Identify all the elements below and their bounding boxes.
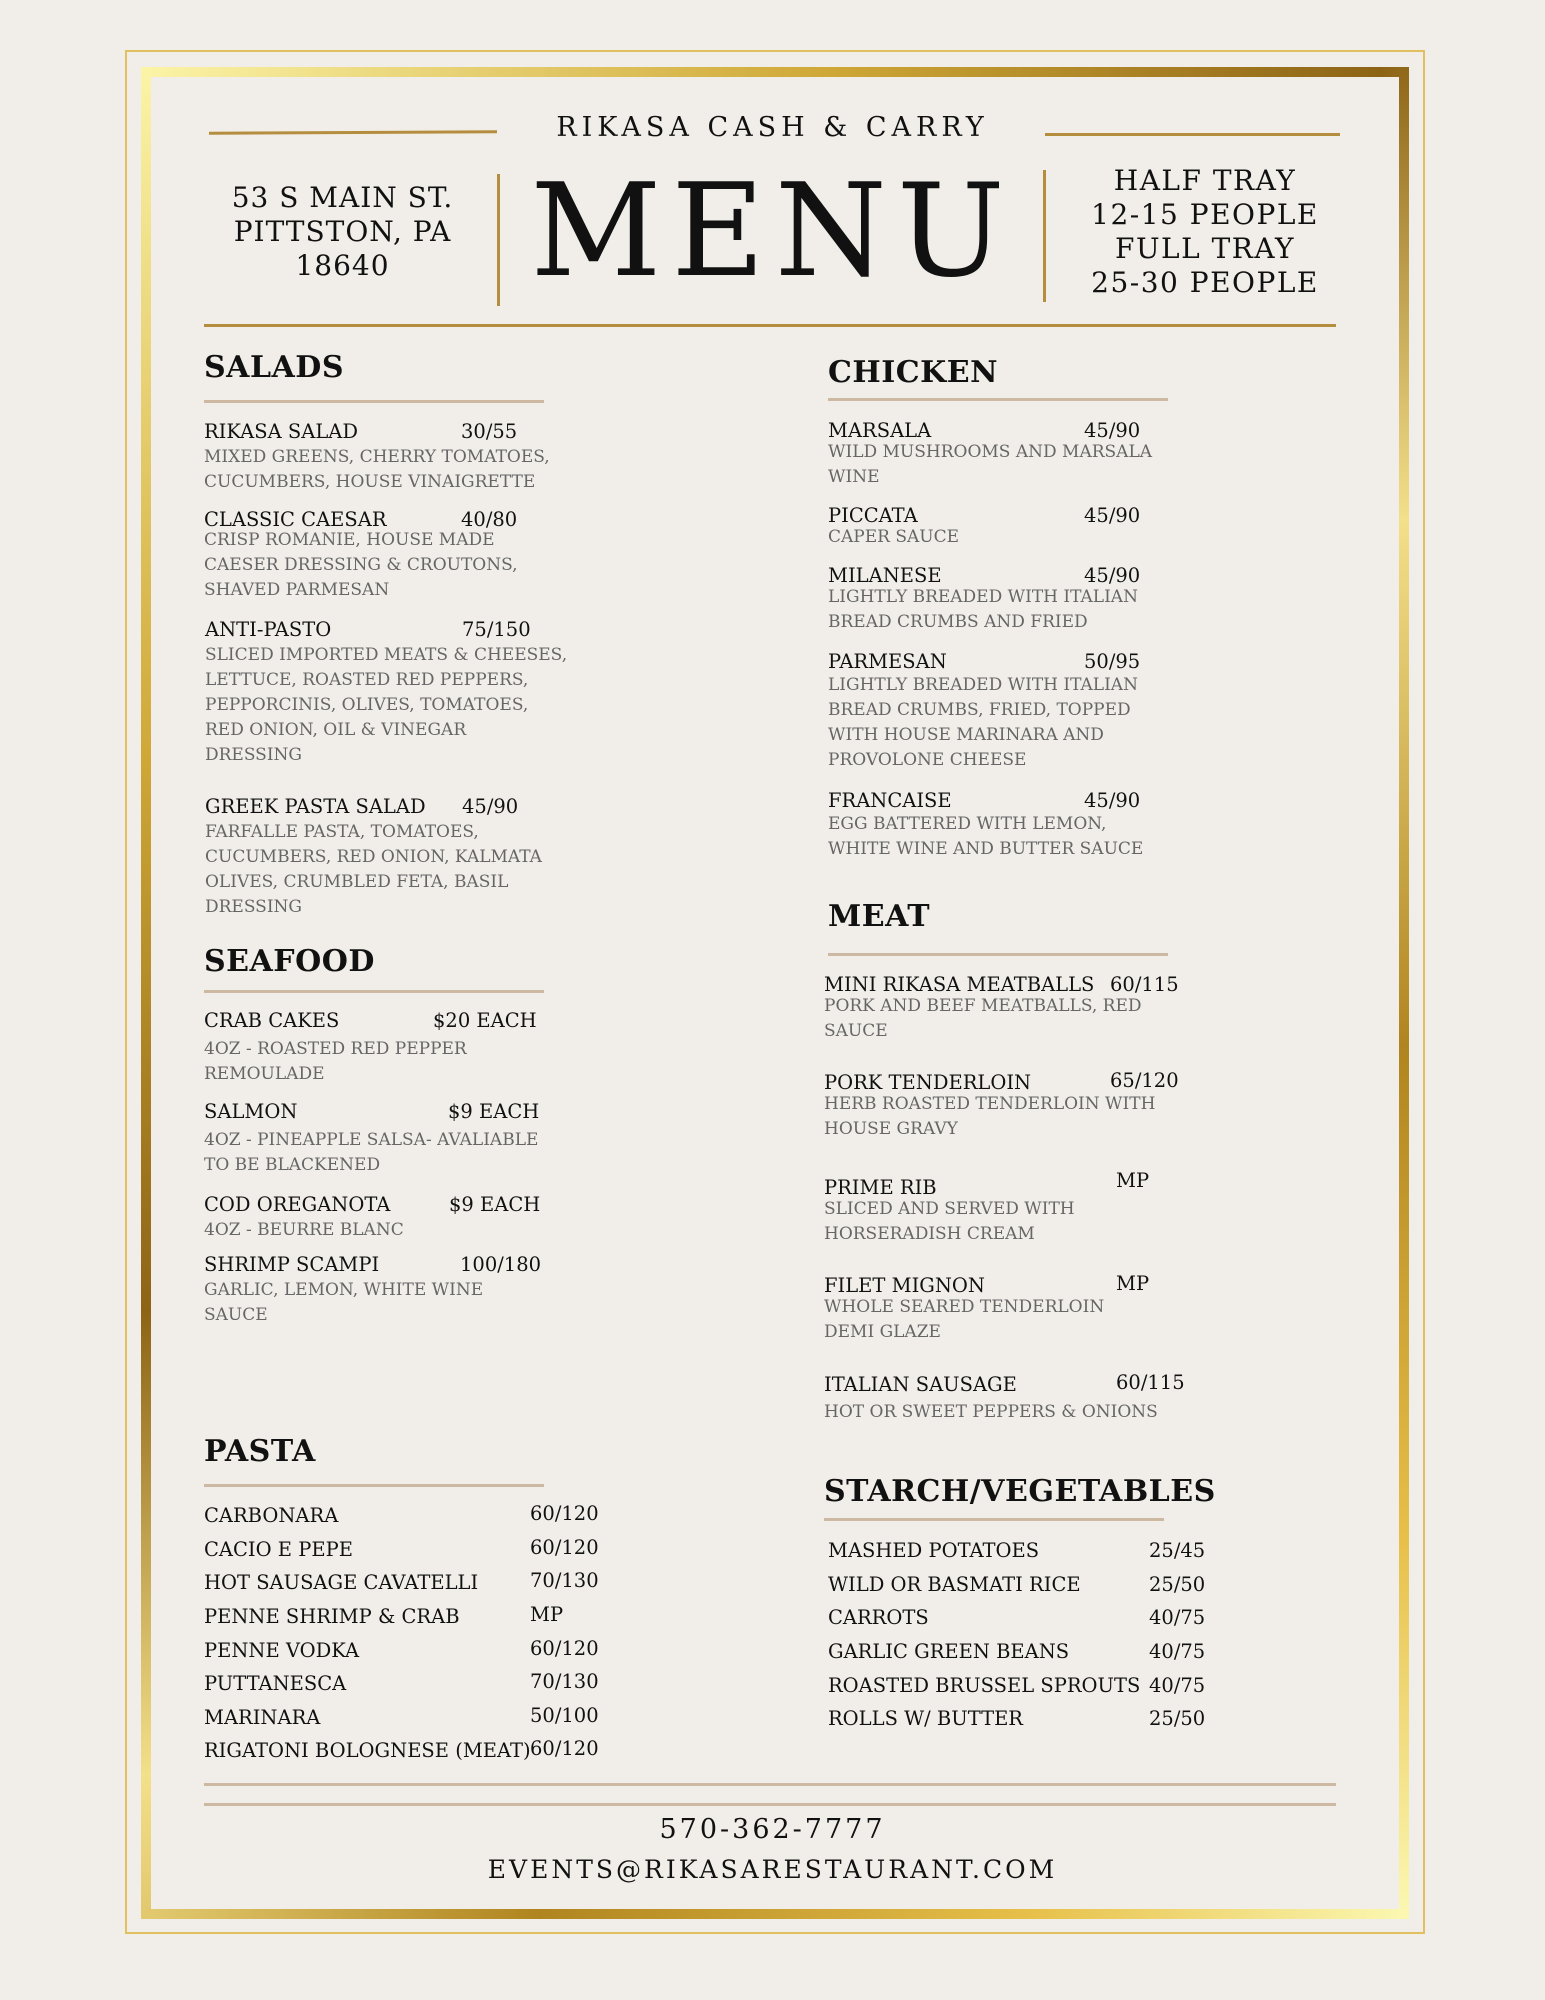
footer-rule-top	[204, 1783, 1336, 1786]
item-description: LIGHTLY BREADED WITH ITALIAN BREAD CRUMBS, FRIED, TOPPED WITH HOUSE MARINARA AND PROVOLONE CHEESE	[828, 675, 1138, 770]
pasta-item-price: 70/130	[530, 1569, 599, 1592]
menu-item	[828, 419, 1258, 490]
pasta-item-price: 70/130	[530, 1670, 599, 1693]
item-description: GARLIC, LEMON, WHITE WINE SAUCE	[204, 1280, 484, 1325]
starch-title: STARCH/VEGETABLES	[824, 1474, 1216, 1509]
item-name: CLASSIC CAESAR	[204, 508, 387, 531]
item-name: MARSALA	[828, 419, 932, 442]
footer-rule-bottom	[204, 1803, 1336, 1806]
item-name: FILET MIGNON	[824, 1274, 985, 1297]
header-rule-right	[1045, 133, 1340, 136]
item-description: PORK AND BEEF MEATBALLS, RED SAUCE	[824, 996, 1142, 1041]
tray-line: HALF TRAY	[1113, 164, 1297, 197]
menu-item	[204, 1100, 634, 1178]
item-name: SHRIMP SCAMPI	[204, 1253, 380, 1276]
pasta-item-name: PUTTANESCA	[204, 1672, 347, 1695]
menu-item	[205, 795, 635, 920]
item-price: 60/115	[1116, 1371, 1185, 1394]
menu-item	[824, 1274, 1254, 1345]
chicken-rule	[828, 398, 1168, 401]
item-name: PICCATA	[828, 504, 918, 527]
item-description: HOT OR SWEET PEPPERS & ONIONS	[824, 1402, 1158, 1422]
item-price: 45/90	[462, 795, 519, 818]
pasta-item-name: PENNE SHRIMP & CRAB	[204, 1605, 460, 1628]
menu-item	[824, 973, 1254, 1044]
address	[200, 181, 485, 283]
starch-item-name: WILD OR BASMATI RICE	[828, 1573, 1081, 1596]
item-price: 45/90	[1084, 564, 1141, 587]
item-description: FARFALLE PASTA, TOMATOES, CUCUMBERS, RED ONION, KALMATA OLIVES, CRUMBLED FETA, BASIL DRESSING	[205, 822, 542, 917]
menu-item	[204, 1193, 634, 1243]
item-name: SALMON	[204, 1100, 298, 1123]
starch-item-price: 25/50	[1149, 1707, 1206, 1730]
pasta-item-price: 60/120	[530, 1737, 599, 1760]
item-name: MINI RIKASA MEATBALLS	[824, 973, 1095, 996]
starch-item-price: 25/45	[1149, 1539, 1206, 1562]
seafood-title: SEAFOOD	[204, 944, 375, 979]
header-bottom-rule	[204, 324, 1336, 327]
business-name: RIKASA CASH & CARRY	[556, 112, 989, 143]
pasta-item-name: MARINARA	[204, 1706, 321, 1729]
item-description: 4OZ - ROASTED RED PEPPER REMOULADE	[204, 1039, 467, 1084]
menu-item	[824, 1071, 1254, 1142]
phone-number: 570-362-7777	[659, 1814, 886, 1845]
item-name: ITALIAN SAUSAGE	[824, 1373, 1017, 1396]
menu-item	[205, 618, 635, 768]
header-divider-left	[497, 174, 500, 306]
starch-item-name: MASHED POTATOES	[828, 1539, 1040, 1562]
pasta-item-name: CARBONARA	[204, 1504, 339, 1527]
starch-item-name: GARLIC GREEN BEANS	[828, 1640, 1070, 1663]
pasta-item-price: 60/120	[530, 1637, 599, 1660]
pasta-rule	[204, 1484, 544, 1487]
item-description: CAPER SAUCE	[828, 527, 960, 547]
item-price: $9 EACH	[448, 1100, 540, 1123]
starch-item-name: ROASTED BRUSSEL SPROUTS	[828, 1674, 1141, 1697]
item-name: GREEK PASTA SALAD	[205, 795, 426, 818]
menu-item	[204, 1253, 634, 1328]
starch-item-price: 25/50	[1149, 1573, 1206, 1596]
item-price: 40/80	[461, 508, 518, 531]
starch-item-price: 40/75	[1149, 1606, 1206, 1629]
meat-title: MEAT	[828, 899, 931, 934]
item-price: $20 EACH	[433, 1009, 537, 1032]
pasta-item-price: 60/120	[530, 1536, 599, 1559]
item-description: 4OZ - PINEAPPLE SALSA- AVALIABLE TO BE BLACKENED	[204, 1130, 539, 1175]
address-line: PITTSTON, PA	[233, 215, 452, 248]
menu-title: MENU	[530, 157, 1015, 306]
item-description: WHOLE SEARED TENDERLOIN DEMI GLAZE	[824, 1297, 1105, 1342]
pasta-item-price: 60/120	[530, 1502, 599, 1525]
menu-item	[204, 508, 634, 603]
item-description: WILD MUSHROOMS AND MARSALA WINE	[828, 442, 1153, 487]
item-price: 65/120	[1110, 1069, 1179, 1092]
tray-line: 25-30 PEOPLE	[1091, 266, 1319, 299]
item-description: CRISP ROMANIE, HOUSE MADE CAESER DRESSING & CROUTONS, SHAVED PARMESAN	[204, 530, 518, 600]
starch-item-name: ROLLS W/ BUTTER	[828, 1707, 1023, 1730]
item-price: 45/90	[1084, 419, 1141, 442]
item-description: 4OZ - BEURRE BLANC	[204, 1220, 404, 1240]
address-line: 18640	[295, 249, 390, 282]
item-name: CRAB CAKES	[204, 1009, 340, 1032]
pasta-item-price: MP	[530, 1603, 564, 1626]
item-name: FRANCAISE	[828, 789, 952, 812]
tray-line: FULL TRAY	[1115, 232, 1295, 265]
pasta-item-name: PENNE VODKA	[204, 1639, 360, 1662]
item-price: $9 EACH	[449, 1193, 541, 1216]
item-name: PARMESAN	[828, 650, 947, 673]
starch-rule	[824, 1518, 1164, 1521]
menu-item	[824, 1169, 1254, 1247]
item-price: 60/115	[1110, 973, 1179, 996]
email-address: EVENTS@RIKASARESTAURANT.COM	[487, 1855, 1058, 1884]
item-price: 50/95	[1084, 650, 1141, 673]
item-description: LIGHTLY BREADED WITH ITALIAN BREAD CRUMBS AND FRIED	[828, 587, 1138, 632]
pasta-item-name: CACIO E PEPE	[204, 1538, 353, 1561]
item-name: COD OREGANOTA	[204, 1193, 391, 1216]
menu-item	[828, 650, 1258, 773]
item-name: RIKASA SALAD	[204, 420, 358, 443]
pasta-item-name: RIGATONI BOLOGNESE (MEAT)	[204, 1739, 531, 1762]
starch-item-price: 40/75	[1149, 1674, 1206, 1697]
salads-title: SALADS	[204, 350, 344, 385]
item-name: PRIME RIB	[824, 1176, 937, 1199]
starch-item-price: 40/75	[1149, 1640, 1206, 1663]
item-price: MP	[1116, 1272, 1150, 1295]
starch-item-name: CARROTS	[828, 1606, 929, 1629]
menu-item	[828, 789, 1258, 862]
address-line: 53 S MAIN ST.	[231, 181, 454, 214]
item-price: 75/150	[462, 618, 531, 641]
tray-info	[1070, 164, 1340, 300]
item-name: PORK TENDERLOIN	[824, 1071, 1032, 1094]
item-name: ANTI-PASTO	[205, 618, 332, 641]
meat-rule	[828, 953, 1168, 956]
tray-line: 12-15 PEOPLE	[1091, 198, 1319, 231]
item-price: MP	[1116, 1169, 1150, 1192]
item-description: SLICED IMPORTED MEATS & CHEESES, LETTUCE, ROASTED RED PEPPERS, PEPPORCINIS, OLIVES, TOMATOES, RED ONION, OIL & VINEGAR DRESSING	[205, 645, 568, 765]
item-price: 45/90	[1084, 504, 1141, 527]
menu-item	[204, 1009, 634, 1087]
menu-item	[828, 504, 1258, 550]
item-price: 45/90	[1084, 789, 1141, 812]
menu-item	[828, 564, 1258, 635]
item-description: MIXED GREENS, CHERRY TOMATOES, CUCUMBERS, HOUSE VINAIGRETTE	[204, 447, 550, 492]
salads-rule	[204, 400, 544, 403]
item-description: HERB ROASTED TENDERLOIN WITH HOUSE GRAVY	[824, 1094, 1156, 1139]
chicken-title: CHICKEN	[828, 355, 998, 390]
pasta-title: PASTA	[204, 1434, 316, 1469]
menu-item	[824, 1373, 1254, 1425]
seafood-rule	[204, 990, 544, 993]
item-name: MILANESE	[828, 564, 942, 587]
item-price: 100/180	[460, 1253, 542, 1276]
header-divider-right	[1043, 170, 1046, 302]
item-price: 30/55	[461, 420, 518, 443]
pasta-item-price: 50/100	[530, 1704, 599, 1727]
item-description: SLICED AND SERVED WITH HORSERADISH CREAM	[824, 1199, 1075, 1244]
item-description: EGG BATTERED WITH LEMON, WHITE WINE AND BUTTER SAUCE	[828, 814, 1144, 859]
menu-item	[204, 420, 634, 495]
pasta-item-name: HOT SAUSAGE CAVATELLI	[204, 1571, 479, 1594]
